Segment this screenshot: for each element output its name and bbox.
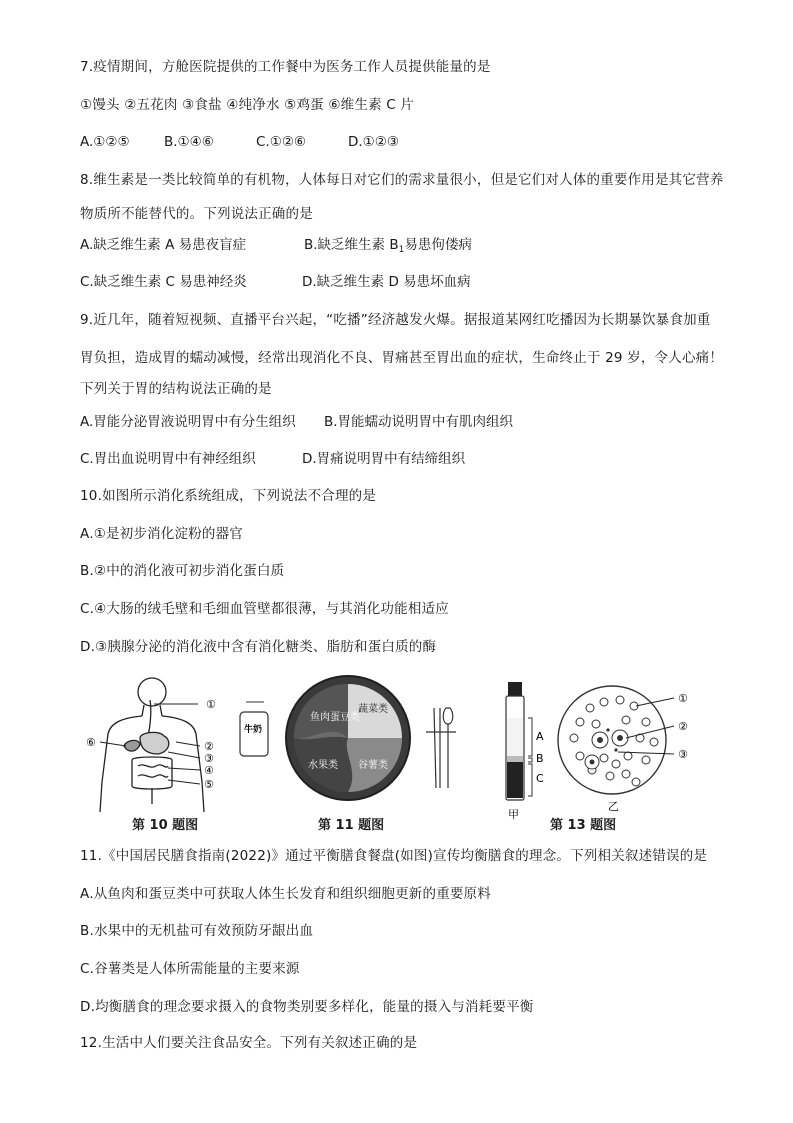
fig13-yi: 乙 (608, 800, 619, 813)
q9-option-b: B.胃能蠕动说明胃中有肌肉组织 (324, 414, 514, 430)
fig13-cell-label-1: ① (678, 692, 688, 705)
fig13-caption: 第 13 题图 (550, 818, 617, 833)
q7-option-b: B.①④⑥ (164, 134, 214, 150)
fig10-caption: 第 10 题图 (132, 818, 199, 833)
q11-option-b: B.水果中的无机盐可有效预防牙龈出血 (80, 923, 314, 939)
fig11-diet-plate (286, 676, 410, 800)
fig10-label-4: ④ (204, 764, 214, 777)
fig13-tube-label-b: B (536, 752, 544, 765)
q10-stem: 10.如图所示消化系统组成，下列说法不合理的是 (80, 488, 377, 504)
q9-option-d: D.胃痛说明胃中有结缔组织 (302, 451, 466, 467)
q10-option-d: D.③胰腺分泌的消化液中含有消化糖类、脂肪和蛋白质的酶 (80, 639, 437, 655)
q8-option-b: B.缺乏维生素 $B_1$易患佝偻病 (304, 237, 472, 255)
fig11-chopsticks-spoon (426, 708, 456, 788)
fig13-tube-label-a: A (536, 730, 544, 743)
fig13-tube-label-c: C (536, 772, 544, 785)
q9-option-a: A.胃能分泌胃液说明胃中有分生组织 (80, 414, 296, 430)
fig11-section-4: 谷薯类 (358, 760, 388, 771)
fig10-label-5: ⑤ (204, 778, 214, 791)
fig13-test-tube (506, 682, 532, 800)
fig10-label-3: ③ (204, 752, 214, 765)
q10-option-b: B.②中的消化液可初步消化蛋白质 (80, 563, 285, 579)
fig10-label-6: ⑥ (86, 736, 96, 749)
fig11-section-2: 蔬菜类 (358, 704, 388, 715)
q7-items: ①馒头 ②五花肉 ③食盐 ④纯净水 ⑤鸡蛋 ⑥维生素 C 片 (80, 97, 415, 113)
q7-option-d: D.①②③ (348, 134, 399, 150)
q9-option-c: C.胃出血说明胃中有神经组织 (80, 451, 256, 467)
q8-option-a: A.缺乏维生素 A 易患夜盲症 (80, 237, 247, 253)
figures-svg (80, 672, 720, 832)
q7-option-c: C.①②⑥ (256, 134, 307, 150)
fig10-digestive-system (100, 678, 204, 812)
fig11-section-3: 水果类 (308, 760, 338, 771)
fig13-cell-label-2: ② (678, 720, 688, 733)
fig10-label-2: ② (204, 740, 214, 753)
q11-option-a: A.从鱼肉和蛋豆类中可获取人体生长发育和组织细胞更新的重要原料 (80, 886, 491, 902)
q8-option-d: D.缺乏维生素 D 易患坏血病 (302, 274, 471, 290)
q8-option-c: C.缺乏维生素 C 易患神经炎 (80, 274, 247, 290)
q7-stem: 7.疫情期间，方舱医院提供的工作餐中为医务工作人员提供能量的是 (80, 59, 491, 75)
q9-stem-line1: 9.近几年，随着短视频、直播平台兴起，“吃播”经济越发火爆。据报道某网红吃播因为长期暴饮暴食加重 (80, 312, 711, 328)
fig13-jia: 甲 (508, 808, 519, 821)
q9-stem-line3: 下列关于胃的结构说法正确的是 (80, 381, 272, 397)
figures-row (80, 672, 720, 832)
fig13-blood-smear (558, 686, 666, 794)
fig11-caption: 第 11 题图 (318, 818, 385, 833)
fig11-milk-label: 牛奶 (244, 725, 263, 735)
q11-option-d: D.均衡膳食的理念要求摄入的食物类别要多样化，能量的摄入与消耗要平衡 (80, 999, 534, 1015)
q11-option-c: C.谷薯类是人体所需能量的主要来源 (80, 961, 300, 977)
fig11-section-1: 鱼肉蛋豆类 (310, 712, 360, 723)
q10-option-a: A.①是初步消化淀粉的器官 (80, 526, 243, 542)
q11-stem: 11.《中国居民膳食指南(2022)》通过平衡膳食餐盘(如图)宣传均衡膳食的理念。下列相关叙述错误的是 (80, 848, 708, 864)
fig11-milk-cup (240, 702, 268, 756)
q7-option-a: A.①②⑤ (80, 134, 130, 150)
q12-stem: 12.生活中人们要关注食品安全。下列有关叙述正确的是 (80, 1035, 418, 1051)
q9-stem-line2: 胃负担，造成胃的蠕动减慢，经常出现消化不良、胃痛甚至胃出血的症状，生命终止于 29 岁，令人心痛！ (80, 350, 724, 366)
q10-option-c: C.④大肠的绒毛壁和毛细血管壁都很薄，与其消化功能相适应 (80, 601, 449, 617)
fig13-cell-label-3: ③ (678, 748, 688, 761)
q8-stem-line1: 8.维生素是一类比较简单的有机物，人体每日对它们的需求量很小，但是它们对人体的重要作用是其它营养 (80, 172, 724, 188)
fig10-label-1: ① (206, 698, 216, 711)
q8-stem-line2: 物质所不能替代的。下列说法正确的是 (80, 206, 313, 222)
